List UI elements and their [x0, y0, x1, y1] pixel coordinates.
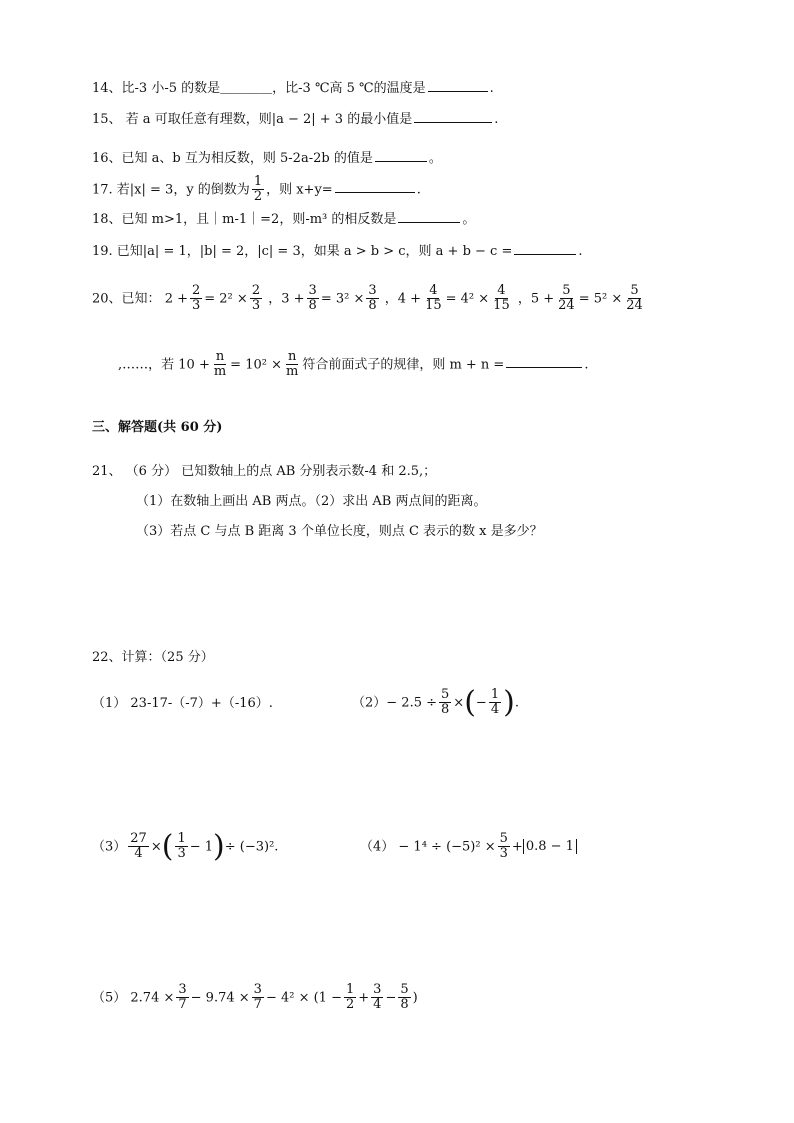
- q20-e4-num: 5: [562, 283, 571, 298]
- q20-l2-frac: [212, 350, 228, 380]
- q17-fraction: [252, 175, 264, 205]
- q20-e3-num: 4: [429, 283, 438, 298]
- q22-p2-num2: 1: [490, 687, 500, 702]
- q20-e2-den: 8: [308, 298, 317, 314]
- q20-e1-den2: 3: [251, 298, 261, 314]
- q20-e1-frac: [190, 284, 202, 314]
- question-15: [92, 108, 498, 130]
- question-20-line-2: [118, 350, 588, 380]
- q22-p2-den: 8: [441, 702, 450, 718]
- q22-p2-den2: 4: [490, 702, 500, 718]
- q22-p3-den: 4: [134, 846, 143, 862]
- q22-p2-lparen: (: [464, 684, 476, 720]
- question-22-part-1: （1） 23-17-（-7）+（-16）.: [92, 696, 273, 711]
- q22-p3-minus-one: − 1: [189, 839, 214, 855]
- q19-answer-blank[interactable]: [514, 240, 576, 255]
- q22-p3-text-d: ÷ (−3)².: [224, 839, 279, 855]
- question-21: 21、 （6 分） 已知数轴上的点 AB 分别表示数-4 和 2.5,；: [92, 464, 437, 479]
- question-22-part-3: [92, 828, 279, 864]
- q20-e3-num2: 4: [497, 283, 506, 298]
- q20-l2-eq: = 10² ×: [230, 357, 282, 373]
- q17-text-a: 17. 若|x| = 3，y 的倒数为: [92, 182, 250, 198]
- q20-e3-den2: 15: [493, 298, 510, 314]
- q22-p5-frac: [176, 983, 188, 1013]
- q22-p5-frac3: [344, 983, 356, 1013]
- q17-frac-num: 1: [253, 174, 263, 189]
- q22-p4-abs: 0.8 − 1: [523, 839, 577, 854]
- q22-p5-text-b: − 9.74 ×: [190, 990, 250, 1006]
- q17-end: .: [416, 182, 421, 198]
- question-18: [92, 208, 475, 230]
- q20-e4-frac: [556, 284, 577, 314]
- q22-p5-den4: 4: [373, 997, 382, 1013]
- q18-text: 18、已知 m>1，且｜m-1｜=2，则-m³ 的相反数是: [92, 212, 397, 227]
- q14-dashes: ＿＿＿＿: [220, 81, 273, 96]
- q20-e1-den: 3: [191, 298, 201, 314]
- q14-text-a: 14、比-3 小-5 的数是: [92, 81, 221, 96]
- q22-p5-minus: −: [385, 990, 397, 1006]
- q22-p3-frac: [128, 832, 149, 862]
- q22-p3-times: ×: [150, 839, 162, 855]
- q22-p3-lparen: (: [161, 828, 174, 864]
- q22-p2-frac: [439, 688, 451, 718]
- q20-e2-num: 3: [308, 283, 317, 298]
- q16-text: 16、已知 a、b 互为相反数，则 5-2a-2b 的值是: [92, 151, 373, 166]
- q22-p2-text-a: （2）− 2.5 ÷: [352, 695, 437, 711]
- question-22-part-5: [92, 983, 418, 1013]
- q20-l2-den2: m: [285, 364, 299, 380]
- q20-l2-text-a: ,……，若 10 +: [118, 357, 210, 373]
- q16-end: 。: [428, 151, 442, 166]
- q22-p5-frac2: [252, 983, 264, 1013]
- q22-p5-frac5: [398, 983, 410, 1013]
- question-22-part-2: [352, 684, 519, 720]
- q20-e4-whole: ，5 +: [517, 291, 555, 307]
- q20-l2-den: m: [213, 364, 227, 380]
- q20-e4-den2: 24: [626, 298, 643, 314]
- q22-p5-text-a: （5） 2.74 ×: [92, 990, 175, 1006]
- q17-frac-den: 2: [253, 189, 263, 205]
- q22-p4-text-a: （4） − 1⁴ ÷ (−5)² ×: [360, 839, 496, 855]
- q22-p5-text-c: − 4² × (1 −: [265, 990, 342, 1006]
- q14-text-b: ，比-3 ℃高 5 ℃的温度是: [272, 81, 426, 96]
- q20-l2-end: .: [584, 357, 589, 373]
- q22-p2-end: .: [514, 695, 519, 711]
- q20-e2-frac: [307, 284, 319, 314]
- q20-e2-whole: ，3 +: [268, 291, 305, 307]
- q17-text-b: ，则 x+y=: [266, 182, 333, 198]
- q20-answer-blank[interactable]: [506, 353, 582, 368]
- q19-end: .: [578, 244, 583, 259]
- q20-e4-eq: = 5² ×: [578, 291, 623, 307]
- q22-p2-minus: −: [475, 695, 487, 711]
- q20-e1-whole: 2 +: [164, 291, 188, 307]
- q16-answer-blank[interactable]: [375, 147, 427, 162]
- q20-e4-den: 24: [558, 298, 575, 314]
- q14-answer-blank[interactable]: [428, 77, 488, 92]
- question-22-title: 22、计算：（25 分）: [92, 650, 214, 665]
- q22-p5-den2: 7: [253, 997, 262, 1013]
- q19-text: 19. 已知|a| = 1，|b| = 2，|c| = 3，如果 a > b > c，则 a + b − c =: [92, 244, 513, 259]
- q22-p5-frac4: [371, 983, 383, 1013]
- q20-e2-num2: 3: [368, 283, 377, 298]
- q22-p5-den: 7: [178, 997, 187, 1013]
- q22-p3-den2: 3: [177, 846, 186, 862]
- q22-p2-rparen: ): [503, 684, 515, 720]
- q22-p4-frac: [498, 832, 510, 862]
- q22-p3-num2: 1: [177, 831, 186, 846]
- q20-l2-num2: n: [287, 349, 297, 364]
- q18-answer-blank[interactable]: [398, 208, 460, 223]
- q20-e4-num2: 5: [630, 283, 639, 298]
- q22-p5-num2: 3: [253, 982, 262, 997]
- q22-p3-rparen: ): [213, 828, 225, 864]
- q20-e3-den: 15: [425, 298, 442, 314]
- q14-end: .: [489, 81, 494, 96]
- q22-p5-num3: 1: [345, 982, 355, 997]
- q20-l2-num: n: [215, 349, 225, 364]
- q17-answer-blank[interactable]: [335, 178, 415, 193]
- q20-e3-eq: = 4² ×: [445, 291, 490, 307]
- q22-p4-plus: +: [511, 839, 523, 855]
- q22-p3-num: 27: [130, 831, 147, 846]
- q20-e1-frac2: [250, 284, 262, 314]
- q22-p4-num: 5: [499, 831, 508, 846]
- q22-p3-label: （3）: [92, 839, 127, 855]
- q20-e4-frac2: [624, 284, 645, 314]
- section-3-heading: 三、解答题(共 60 分): [92, 420, 223, 435]
- q20-e3-whole: ，4 +: [384, 291, 422, 307]
- q22-p2-frac2: [489, 688, 501, 718]
- q18-end: 。: [462, 212, 476, 227]
- q22-p5-num4: 3: [373, 982, 382, 997]
- q20-e2-frac2: [366, 284, 378, 314]
- q22-p5-end: ): [412, 990, 418, 1006]
- question-16: [92, 147, 442, 169]
- q22-p2-times: ×: [453, 695, 465, 711]
- q22-p5-num: 3: [178, 982, 187, 997]
- question-20-line-1: [92, 284, 647, 314]
- q15-text: 15、 若 a 可取任意有理数，则|a − 2| + 3 的最小值是: [92, 112, 413, 127]
- q20-e2-den2: 8: [368, 298, 377, 314]
- q20-e3-frac2: [491, 284, 512, 314]
- q22-p4-den: 3: [499, 846, 508, 862]
- question-14: [92, 77, 494, 99]
- q20-l2-text-b: 符合前面式子的规律，则 m + n =: [302, 357, 505, 373]
- q22-p5-plus: +: [358, 990, 370, 1006]
- question-22-part-4: [360, 832, 577, 862]
- q15-end: .: [494, 112, 499, 127]
- q22-p5-den3: 2: [345, 997, 355, 1013]
- q20-e3-frac: [423, 284, 444, 314]
- question-19: [92, 240, 583, 262]
- q22-p5-num5: 5: [400, 982, 409, 997]
- q22-p2-num: 5: [441, 687, 450, 702]
- q20-e2-eq: = 3² ×: [320, 291, 365, 307]
- q20-e1-num: 2: [191, 283, 201, 298]
- question-21-part-1-2: （1）在数轴上画出 AB 两点。（2）求出 AB 两点间的距离。: [136, 494, 487, 509]
- question-17: [92, 175, 421, 205]
- q20-l2-frac2: [284, 350, 300, 380]
- q22-p3-frac2: [175, 832, 187, 862]
- q15-answer-blank[interactable]: [414, 108, 492, 123]
- q20-e1-num2: 2: [251, 283, 261, 298]
- q20-e1-eq: = 2² ×: [204, 291, 248, 307]
- q20-label: 20、已知：: [92, 291, 161, 307]
- question-21-part-3: （3）若点 C 与点 B 距离 3 个单位长度，则点 C 表示的数 x 是多少？: [136, 524, 543, 539]
- q22-p5-den5: 8: [400, 997, 409, 1013]
